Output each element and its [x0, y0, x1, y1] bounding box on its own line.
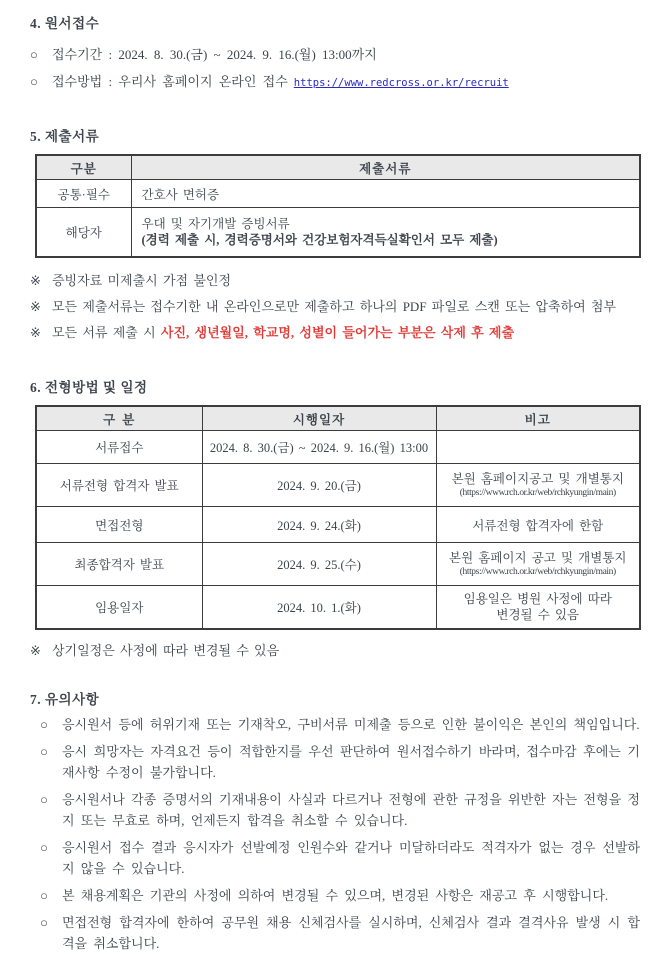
schedule-row1-remarks: [436, 431, 640, 464]
precautions-list: [30, 714, 640, 954]
schedule-row4-remark-url: (https://www.rch.or.kr/web/rchkyungin/main): [459, 567, 616, 577]
circle-bullet-icon: ○: [40, 915, 48, 930]
circle-bullet-icon: ○: [40, 840, 48, 855]
reference-mark-icon: ※: [30, 325, 41, 340]
list-item: [40, 912, 640, 954]
schedule-row5-remark-line1: 임용일은 병원 사정에 따라: [463, 592, 612, 606]
schedule-row2-remark-url: (https://www.rch.or.kr/web/rchkyungin/main): [459, 488, 616, 498]
documents-notes: [30, 268, 640, 346]
precaution-4-text: 응시원서 접수 결과 응시자가 선발예정 인원수와 같거나 미달하더라도 적격자가 없는 경우 선발하지 않을 수 있습니다.: [62, 840, 640, 876]
precaution-6-text: 면접전형 합격자에 한하여 공무원 채용 신체검사를 실시하며, 신체검사 결과 결격사유 발생 시 합격을 취소합니다.: [62, 915, 640, 951]
table-row: [36, 464, 640, 507]
application-period-text: 접수기간 : 2024. 8. 30.(금) ~ 2024. 9. 16.(월) 13:00까지: [52, 47, 377, 62]
section4-title: 4. 원서접수: [30, 16, 100, 31]
reference-mark-icon: ※: [30, 299, 41, 314]
application-method-line: [30, 68, 640, 97]
table-row: [36, 208, 640, 258]
documents-table: [35, 154, 641, 258]
schedule-row2-category: 서류전형 합격자 발표: [36, 464, 202, 507]
list-item: [40, 714, 640, 735]
schedule-row4-date: 2024. 9. 25.(수): [202, 543, 436, 586]
schedule-header-date: 시행일자: [202, 406, 436, 431]
spacer: [30, 97, 640, 125]
documents-row2-line2: (경력 제출 시, 경력증명서와 건강보험자격득실확인서 모두 제출): [141, 233, 498, 247]
schedule-row1-category: 서류접수: [36, 431, 202, 464]
list-item: [40, 741, 640, 783]
table-row: [36, 543, 640, 586]
precaution-5-text: 본 채용계획은 기관의 사정에 의하여 변경될 수 있으며, 변경된 사항은 재공고 후 시행합니다.: [62, 888, 609, 903]
note3-prefix: 모든 서류 제출 시: [52, 325, 156, 340]
documents-row2-value: [131, 208, 640, 258]
table-row: [36, 180, 640, 208]
note3-red-warning: 사진, 생년월일, 학교명, 성별이 들어가는 부분은 삭제 후 제출: [160, 325, 515, 340]
section-precautions: [30, 688, 640, 954]
spacer: [30, 346, 640, 376]
documents-row2-line1: 우대 및 자기개발 증빙서류: [141, 217, 290, 231]
schedule-row2-date: 2024. 9. 20.(금): [202, 464, 436, 507]
application-method-text: [52, 68, 509, 97]
list-item: [40, 837, 640, 879]
application-period-line: [30, 41, 640, 68]
precaution-2-text: 응시 희망자는 자격요건 등이 적합한지를 우선 판단하여 원서접수하기 바라며, 접수마감 후에는 기재사항 수정이 불가합니다.: [62, 744, 640, 780]
documents-row1-value: 간호사 면허증: [131, 180, 640, 208]
circle-bullet-icon: ○: [30, 47, 38, 62]
note1-text: 증빙자료 미제출시 가점 불인정: [52, 273, 232, 288]
schedule-row5-category: 임용일자: [36, 586, 202, 630]
circle-bullet-icon: ○: [40, 717, 48, 732]
circle-bullet-icon: ○: [40, 792, 48, 807]
note-line: [30, 320, 640, 346]
schedule-table-header-row: [36, 406, 640, 431]
reference-mark-icon: ※: [30, 273, 41, 288]
documents-row1-category: 공통·필수: [36, 180, 131, 208]
section-documents: [30, 125, 640, 346]
section7-title: 7. 유의사항: [30, 692, 100, 707]
schedule-row3-category: 면접전형: [36, 507, 202, 543]
table-row: [36, 507, 640, 543]
schedule-header-category: 구 분: [36, 406, 202, 431]
reference-mark-icon: ※: [30, 643, 41, 658]
schedule-footnote-text: 상기일정은 사정에 따라 변경될 수 있음: [52, 643, 280, 658]
schedule-row4-remark-line1: 본원 홈페이지 공고 및 개별통지: [449, 551, 627, 565]
schedule-footnote-line: [30, 638, 640, 664]
list-item: [40, 789, 640, 831]
schedule-row2-remarks: [436, 464, 640, 507]
schedule-table: [35, 405, 641, 630]
documents-header-docs: 제출서류: [131, 155, 640, 180]
schedule-row4-category: 최종합격자 발표: [36, 543, 202, 586]
section-application: [30, 12, 640, 97]
schedule-row5-date: 2024. 10. 1.(화): [202, 586, 436, 630]
schedule-header-remarks: 비고: [436, 406, 640, 431]
recruit-site-link[interactable]: https://www.redcross.or.kr/recruit: [293, 77, 509, 89]
documents-row2-category: 해당자: [36, 208, 131, 258]
schedule-row3-date: 2024. 9. 24.(화): [202, 507, 436, 543]
documents-table-header-row: [36, 155, 640, 180]
circle-bullet-icon: ○: [30, 74, 38, 89]
note2-text: 모든 제출서류는 접수기한 내 온라인으로만 제출하고 하나의 PDF 파일로 스캔 또는 압축하여 첨부: [52, 299, 617, 314]
section5-title: 5. 제출서류: [30, 129, 100, 144]
documents-header-category: 구분: [36, 155, 131, 180]
precaution-1-text: 응시원서 등에 허위기재 또는 기재착오, 구비서류 미제출 등으로 인한 불이익은 본인의 책임입니다.: [62, 717, 640, 732]
list-item: [40, 885, 640, 906]
schedule-row1-date: 2024. 8. 30.(금) ~ 2024. 9. 16.(월) 13:00: [202, 431, 436, 464]
circle-bullet-icon: ○: [40, 888, 48, 903]
table-row: [36, 586, 640, 630]
circle-bullet-icon: ○: [40, 744, 48, 759]
note3-text: [52, 320, 514, 346]
spacer: [30, 664, 640, 688]
schedule-row5-remark-line2: 변경될 수 있음: [496, 608, 580, 622]
table-row: [36, 431, 640, 464]
section6-title: 6. 전형방법 및 일정: [30, 380, 148, 395]
note-line: [30, 268, 640, 294]
section-schedule: [30, 376, 640, 664]
schedule-row4-remarks: [436, 543, 640, 586]
schedule-row3-remarks: 서류전형 합격자에 한함: [436, 507, 640, 543]
schedule-row2-remark-line1: 본원 홈페이지공고 및 개별통지: [451, 472, 624, 486]
application-method-prefix: 접수방법 : 우리사 홈페이지 온라인 접수: [52, 74, 288, 89]
schedule-row5-remarks: [436, 586, 640, 630]
note-line: [30, 294, 640, 320]
precaution-3-text: 응시원서나 각종 증명서의 기재내용이 사실과 다르거나 전형에 관한 규정을 위반한 자는 전형을 정지 또는 무효로 하며, 언제든지 합격을 취소할 수 있습니다.: [62, 792, 640, 828]
